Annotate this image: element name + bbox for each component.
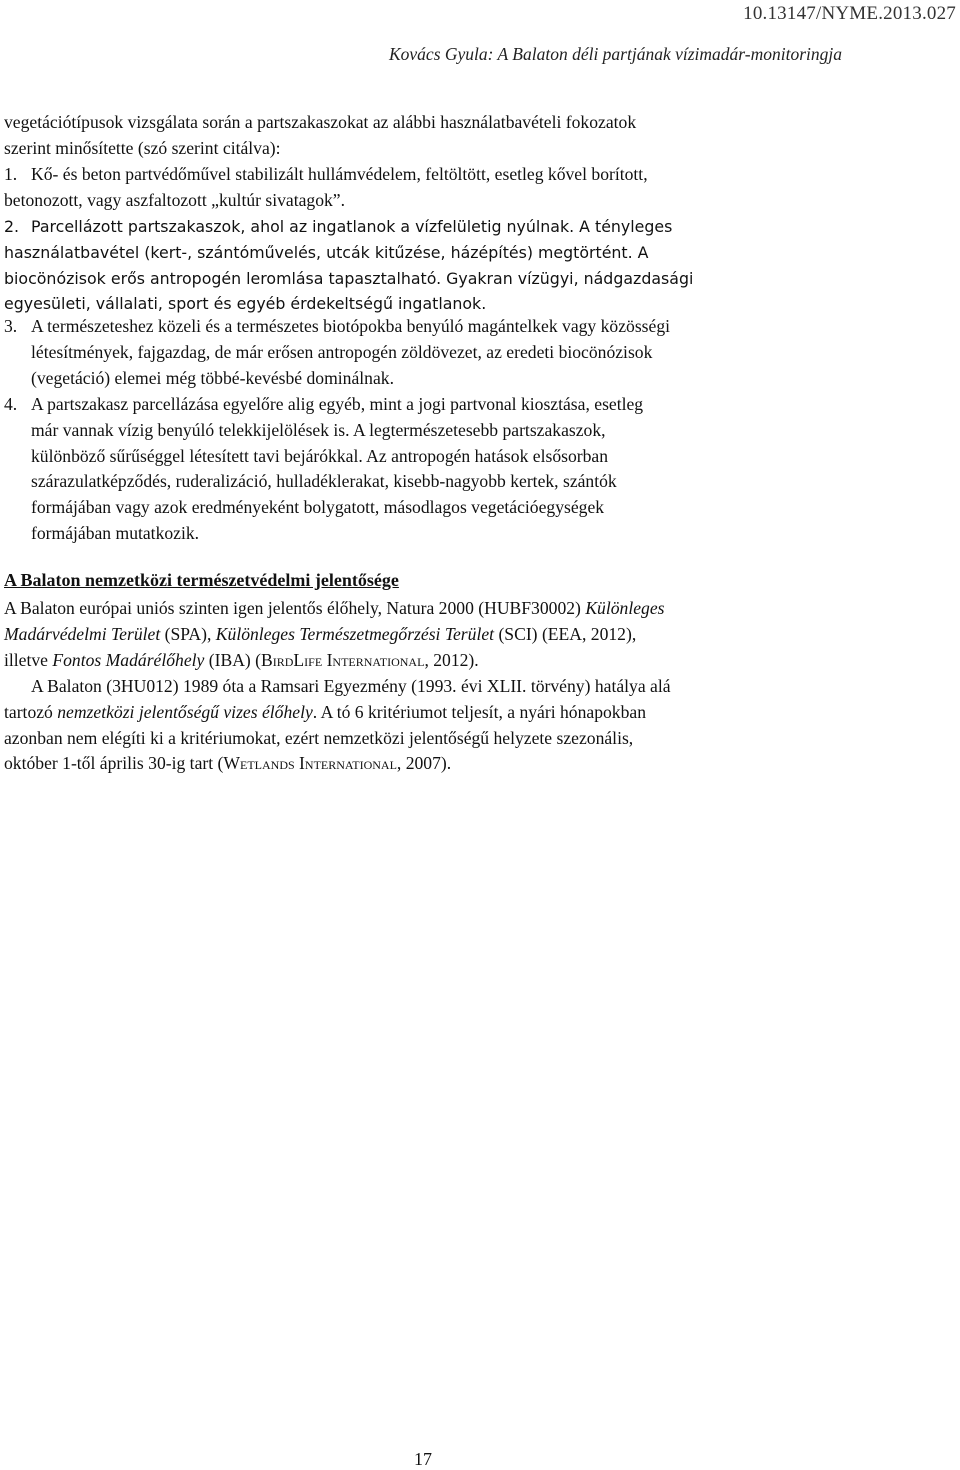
page-number: 17 bbox=[414, 1449, 432, 1469]
text-run-italic: nemzetközi jelentőségű vizes élőhely bbox=[57, 701, 313, 722]
text-run: illetve bbox=[4, 649, 53, 670]
list-line: használatbavétel (kert-, szántóművelés, utcák kitűzése, házépítés) megtörtént. A bbox=[4, 242, 649, 262]
ramsar-line-3: azonban nem elégíti ki a kritériumokat, ezért nemzetközi jelentőségű helyzete szezonális, bbox=[4, 727, 634, 748]
list-line: egyesületi, vállalati, sport és egyéb érdekeltségű ingatlanok. bbox=[4, 294, 487, 314]
list-line: A partszakasz parcellázása egyelőre alig egyéb, mint a jogi partvonal kiosztása, esetleg bbox=[31, 394, 644, 414]
text-run: (SPA), bbox=[160, 623, 216, 644]
list-item-3 bbox=[4, 314, 842, 391]
list-line: A természeteshez közeli és a természetes biotópokba benyúló magántelkek vagy közösségi bbox=[31, 316, 671, 336]
text-run-italic: Különleges bbox=[585, 598, 665, 618]
intro-paragraph bbox=[4, 110, 842, 162]
list-number: 1. bbox=[4, 164, 18, 184]
list-line: formájában mutatkozik. bbox=[31, 522, 200, 543]
list-line: már vannak vízig benyúló telekkijelölések is. A legtermészetesebb partszakaszok, bbox=[31, 419, 606, 440]
paragraph-natura bbox=[4, 596, 842, 673]
text-run: A Balaton európai uniós szinten igen jelentős élőhely, Natura 2000 (HUBF30002) bbox=[4, 598, 586, 618]
list-line: Kő- és beton partvédőművel stabilizált hullámvédelem, feltöltött, esetleg kővel borított, bbox=[31, 164, 648, 184]
paragraph-ramsar bbox=[4, 674, 842, 777]
ramsar-line-1: A Balaton (3HU012) 1989 óta a Ramsari Egyezmény (1993. évi XLII. törvény) hatálya alá bbox=[31, 676, 671, 696]
running-head: Kovács Gyula: A Balaton déli partjának vízimadár-monitoringja bbox=[388, 44, 842, 64]
list-number: 2. bbox=[4, 217, 20, 236]
text-run: , 2012). bbox=[424, 649, 479, 670]
list-line: Parcellázott partszakaszok, ahol az ingatlanok a vízfelületig nyúlnak. A tényleges bbox=[31, 217, 673, 236]
text-run: (IBA) ( bbox=[204, 649, 262, 670]
list-number: 4. bbox=[4, 394, 18, 414]
intro-line-1: vegetációtípusok vizsgálata során a partszakaszokat az alábbi használatbavételi fokozatok bbox=[4, 112, 637, 132]
text-run-smallcaps: Wetlands International bbox=[223, 753, 397, 774]
list-line: betonozott, vagy aszfaltozott „kultúr sivatagok”. bbox=[4, 189, 346, 210]
intro-line-2: szerint minősítette (szó szerint citálva): bbox=[4, 137, 281, 158]
text-run: október 1-től április 30-ig tart ( bbox=[4, 753, 224, 774]
list-line: biocönózisok erős antropogén leromlása tapasztalható. Gyakran vízügyi, nádgazdasági bbox=[4, 268, 694, 288]
list-item-4 bbox=[4, 392, 842, 547]
section-heading: A Balaton nemzetközi természetvédelmi jelentősége bbox=[4, 570, 399, 590]
text-run: (SCI) (EEA, 2012), bbox=[494, 623, 637, 644]
list-line: formájában vagy azok eredményeként bolygatott, másodlagos vegetációegységek bbox=[31, 497, 605, 518]
list-line: létesítmények, fajgazdag, de már erősen antropogén zöldövezet, az eredeti biocönózisok bbox=[31, 341, 653, 362]
doi-identifier: 10.13147/NYME.2013.027 bbox=[743, 3, 956, 24]
list-number: 3. bbox=[4, 316, 18, 336]
list-line: (vegetáció) elemei még többé-kevésbé dominálnak. bbox=[31, 367, 394, 388]
text-run-italic: Fontos Madárélőhely bbox=[52, 649, 205, 670]
text-run-italic: Különleges Természetmegőrzési Terület bbox=[215, 623, 495, 644]
text-run: , 2007). bbox=[396, 753, 452, 774]
list-item-2 bbox=[4, 214, 842, 317]
text-run: tartozó bbox=[4, 701, 58, 722]
text-run-italic: Madárvédelmi Terület bbox=[4, 623, 161, 644]
text-run-smallcaps: BirdLife International bbox=[261, 649, 425, 670]
list-item-1 bbox=[4, 162, 842, 214]
text-run: . A tó 6 kritériumot teljesít, a nyári hónapokban bbox=[312, 701, 647, 722]
list-line: szárazulatképződés, ruderalizáció, hulladéklerakat, kisebb-nagyobb kertek, szántók bbox=[31, 471, 617, 492]
list-line: különböző sűrűséggel létesített tavi bejárókkal. Az antropogén hatások elsősorban bbox=[31, 445, 609, 466]
